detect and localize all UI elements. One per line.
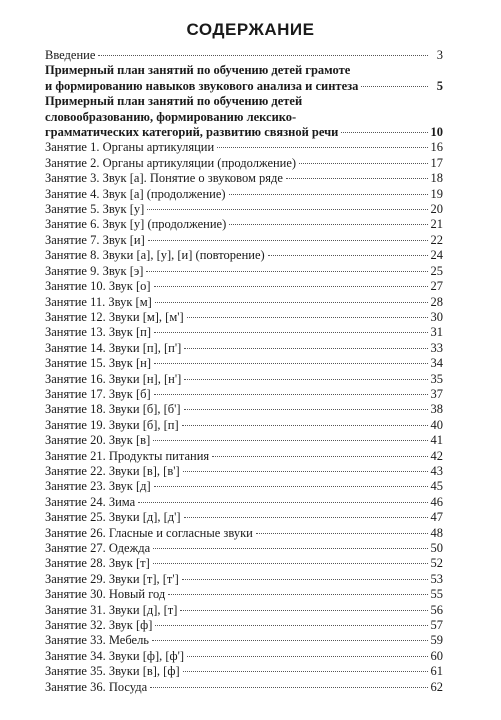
toc-entry-line [45, 279, 443, 294]
toc-entry-text: Введение [45, 48, 96, 62]
dot-leader [154, 486, 428, 487]
toc-entry-line [45, 295, 443, 310]
page-number: 57 [430, 618, 443, 633]
dot-leader [155, 625, 427, 626]
toc-entry-text: Занятие 15. Звук [н] [45, 356, 152, 371]
toc-entry-line [45, 387, 443, 402]
toc-entry [45, 233, 443, 248]
toc-entry-text: Занятие 4. Звук [а] (продолжение) [45, 186, 226, 201]
page-number: 52 [430, 556, 443, 571]
dot-leader [153, 548, 427, 549]
dot-leader [229, 224, 427, 225]
toc-entry-line [45, 572, 443, 587]
page-number: 3 [436, 48, 443, 62]
toc-entry-line [45, 264, 443, 279]
dot-leader [182, 425, 428, 426]
dot-leader [148, 240, 428, 241]
dot-leader [212, 456, 427, 457]
toc-entry-line [45, 310, 443, 325]
toc-entry-text: Занятие 19. Звуки [б], [п] [45, 417, 179, 432]
toc-entry-text: Занятие 27. Одежда [45, 541, 151, 555]
toc-entry [45, 372, 443, 387]
page-number: 18 [430, 171, 443, 186]
dot-leader [182, 579, 428, 580]
table-of-contents [45, 48, 443, 695]
toc-entry [45, 449, 443, 464]
toc-entry-text: грамматических категорий, развитию связной речи [45, 125, 339, 140]
toc-entry-text: Занятие 29. Звуки [т], [т'] [45, 571, 179, 586]
dot-leader [154, 332, 427, 333]
toc-entry-text: Занятие 28. Звук [т] [45, 556, 150, 571]
toc-entry-line [45, 140, 443, 155]
toc-entry-text: Занятие 7. Звук [и] [45, 232, 145, 247]
toc-entry-text: Занятие 31. Звуки [д], [т] [45, 602, 178, 617]
toc-entry [45, 217, 443, 232]
page-number: 46 [430, 494, 443, 509]
page-number: 19 [430, 186, 443, 201]
toc-entry-line [45, 233, 443, 248]
page-number: 62 [430, 679, 443, 694]
toc-entry-line [45, 156, 443, 171]
toc-entry-line [45, 341, 443, 356]
page-number: 38 [430, 402, 443, 417]
dot-leader [154, 394, 428, 395]
toc-entry-text: Занятие 26. Гласные и согласные звуки [45, 525, 253, 540]
toc-entry-text: Примерный план занятий по обучению детей [45, 94, 303, 109]
toc-entry-line [45, 541, 443, 556]
dot-leader [154, 363, 427, 364]
toc-entry-text: Занятие 6. Звук [у] (продолжение) [45, 217, 227, 232]
toc-entry-text: Занятие 11. Звук [м] [45, 294, 152, 309]
toc-entry [45, 479, 443, 494]
page-number: 43 [430, 463, 443, 478]
toc-entry [45, 464, 443, 479]
page-number: 42 [430, 448, 443, 463]
dot-leader [98, 55, 428, 56]
dot-leader [146, 271, 427, 272]
toc-entry [45, 248, 443, 263]
toc-entry [45, 649, 443, 664]
toc-entry-text: Занятие 12. Звуки [м], [м'] [45, 309, 184, 324]
toc-entry-text: Занятие 33. Мебель [45, 633, 150, 648]
toc-entry [45, 140, 443, 155]
dot-leader [184, 409, 428, 410]
toc-entry-line [45, 248, 443, 263]
toc-entry [45, 295, 443, 310]
page-number: 59 [430, 633, 443, 648]
toc-entry-text: и формированию навыков звукового анализа и синтеза [45, 78, 359, 93]
toc-entry-line [45, 418, 443, 433]
toc-entry-text: Занятие 16. Звуки [н], [н'] [45, 371, 182, 386]
toc-entry [45, 433, 443, 448]
toc-entry [45, 310, 443, 325]
dot-leader [183, 471, 428, 472]
dot-leader [341, 132, 427, 133]
page-number: 41 [430, 433, 443, 448]
toc-entry [45, 618, 443, 633]
page-number: 48 [430, 525, 443, 540]
page-number: 22 [430, 232, 443, 247]
toc-entry [45, 402, 443, 417]
toc-entry-line [45, 618, 443, 633]
toc-entry-text: словообразованию, формированию лексико- [45, 109, 297, 124]
dot-leader [138, 502, 427, 503]
toc-entry-line [45, 510, 443, 525]
page-title: СОДЕРЖАНИЕ [186, 20, 315, 39]
toc-entry-line [45, 449, 443, 464]
toc-entry [45, 202, 443, 217]
toc-entry [45, 510, 443, 525]
toc-entry-text: Занятие 1. Органы артикуляции [45, 140, 215, 155]
page-number: 30 [430, 309, 443, 324]
toc-entry-line [45, 587, 443, 602]
dot-leader [154, 286, 428, 287]
toc-entry-text: Занятие 23. Звук [д] [45, 479, 151, 494]
dot-leader [286, 178, 428, 179]
dot-leader [152, 640, 427, 641]
toc-entry-text: Занятие 22. Звуки [в], [в'] [45, 463, 180, 478]
page-number: 56 [430, 602, 443, 617]
toc-entry-text: Занятие 9. Звук [э] [45, 263, 144, 278]
toc-entry-line [45, 680, 443, 695]
dot-leader [155, 302, 428, 303]
dot-leader [256, 533, 428, 534]
toc-entry-line [45, 372, 443, 387]
toc-entry-text: Занятие 21. Продукты питания [45, 448, 210, 463]
toc-entry [45, 48, 443, 63]
page-number: 28 [430, 294, 443, 309]
page-number: 50 [430, 541, 443, 555]
page-number: 45 [430, 479, 443, 494]
page-number: 24 [430, 248, 443, 263]
page-number: 35 [430, 371, 443, 386]
toc-entry [45, 279, 443, 294]
toc-entry-text: Занятие 36. Посуда [45, 679, 148, 694]
toc-entry-text: Занятие 32. Звук [ф] [45, 618, 153, 633]
page-number: 5 [436, 78, 443, 93]
toc-entry-text: Занятие 2. Органы артикуляции (продолжение) [45, 155, 297, 170]
dot-leader [184, 517, 428, 518]
toc-entry-line [45, 202, 443, 217]
toc-entry-text: Занятие 25. Звуки [д], [д'] [45, 510, 181, 525]
dot-leader [184, 379, 427, 380]
toc-entry [45, 603, 443, 618]
toc-entry-text: Занятие 35. Звуки [в], [ф] [45, 664, 180, 679]
toc-entry [45, 387, 443, 402]
toc-entry [45, 94, 443, 140]
toc-entry-text: Занятие 3. Звук [а]. Понятие о звуковом ряде [45, 171, 283, 186]
dot-leader [150, 687, 427, 688]
toc-entry-line [45, 556, 443, 571]
dot-leader [268, 255, 428, 256]
page-number: 21 [430, 217, 443, 232]
toc-entry-line [45, 464, 443, 479]
dot-leader [187, 317, 428, 318]
toc-entry-text: Занятие 14. Звуки [п], [п'] [45, 340, 182, 355]
toc-entry-text: Занятие 10. Звук [о] [45, 279, 151, 294]
toc-entry-line [45, 79, 443, 94]
toc-entry [45, 325, 443, 340]
toc-entry-line [45, 603, 443, 618]
toc-entry-text: Занятие 30. Новый год [45, 587, 166, 602]
toc-entry-line [45, 48, 443, 63]
toc-entry-text: Занятие 13. Звук [п] [45, 325, 152, 340]
toc-entry-line [45, 187, 443, 202]
toc-entry-line [45, 433, 443, 448]
toc-entry-line [45, 171, 443, 186]
toc-entry [45, 664, 443, 679]
toc-entry-line [45, 664, 443, 679]
toc-entry-text: Занятие 24. Зима [45, 494, 136, 509]
toc-entry [45, 187, 443, 202]
toc-entry-line [45, 649, 443, 664]
dot-leader [153, 563, 428, 564]
toc-entry-line [45, 526, 443, 541]
dot-leader [153, 440, 427, 441]
page-number: 60 [430, 648, 443, 663]
toc-entry [45, 156, 443, 171]
toc-entry [45, 341, 443, 356]
toc-entry [45, 541, 443, 556]
page-number: 61 [430, 664, 443, 679]
toc-entry-text: Занятие 34. Звуки [ф], [ф'] [45, 648, 185, 663]
dot-leader [361, 86, 428, 87]
toc-entry-line [45, 479, 443, 494]
dot-leader [217, 147, 427, 148]
dot-leader [147, 209, 427, 210]
page-number: 53 [430, 571, 443, 586]
toc-entry [45, 587, 443, 602]
toc-entry-text: Занятие 17. Звук [б] [45, 386, 151, 401]
toc-entry [45, 495, 443, 510]
toc-entry [45, 264, 443, 279]
toc-entry-text: Занятие 8. Звуки [а], [у], [и] (повторение) [45, 248, 265, 263]
toc-entry [45, 680, 443, 695]
dot-leader [187, 656, 427, 657]
toc-entry [45, 556, 443, 571]
toc-entry [45, 633, 443, 648]
toc-entry [45, 63, 443, 94]
page-number: 37 [430, 386, 443, 401]
toc-entry-line [45, 125, 443, 140]
dot-leader [183, 671, 428, 672]
page-number: 34 [430, 356, 443, 371]
toc-entry-line [45, 633, 443, 648]
dot-leader [184, 348, 427, 349]
page-number: 33 [430, 340, 443, 355]
page-number: 40 [430, 417, 443, 432]
page-number: 47 [430, 510, 443, 525]
toc-entry [45, 572, 443, 587]
toc-entry-line [45, 402, 443, 417]
toc-entry-line [45, 495, 443, 510]
page-number: 25 [430, 263, 443, 278]
toc-entry-line [45, 217, 443, 232]
page-number: 55 [430, 587, 443, 602]
toc-entry [45, 418, 443, 433]
page-number: 31 [430, 325, 443, 340]
toc-entry-line [45, 325, 443, 340]
toc-entry-text: Занятие 18. Звуки [б], [б'] [45, 402, 181, 417]
page-number: 10 [430, 125, 443, 140]
toc-entry [45, 526, 443, 541]
page-number: 17 [430, 155, 443, 170]
page-number: 16 [430, 140, 443, 155]
toc-entry-line [45, 356, 443, 371]
toc-entry-text: Занятие 5. Звук [у] [45, 202, 145, 217]
toc-entry [45, 356, 443, 371]
toc-entry-text: Примерный план занятий по обучению детей грамоте [45, 63, 351, 78]
dot-leader [229, 194, 428, 195]
dot-leader [180, 610, 427, 611]
toc-entry [45, 171, 443, 186]
toc-entry-text: Занятие 20. Звук [в] [45, 433, 151, 448]
dot-leader [299, 163, 427, 164]
dot-leader [168, 594, 427, 595]
page-number: 27 [430, 279, 443, 294]
page-number: 20 [430, 202, 443, 217]
